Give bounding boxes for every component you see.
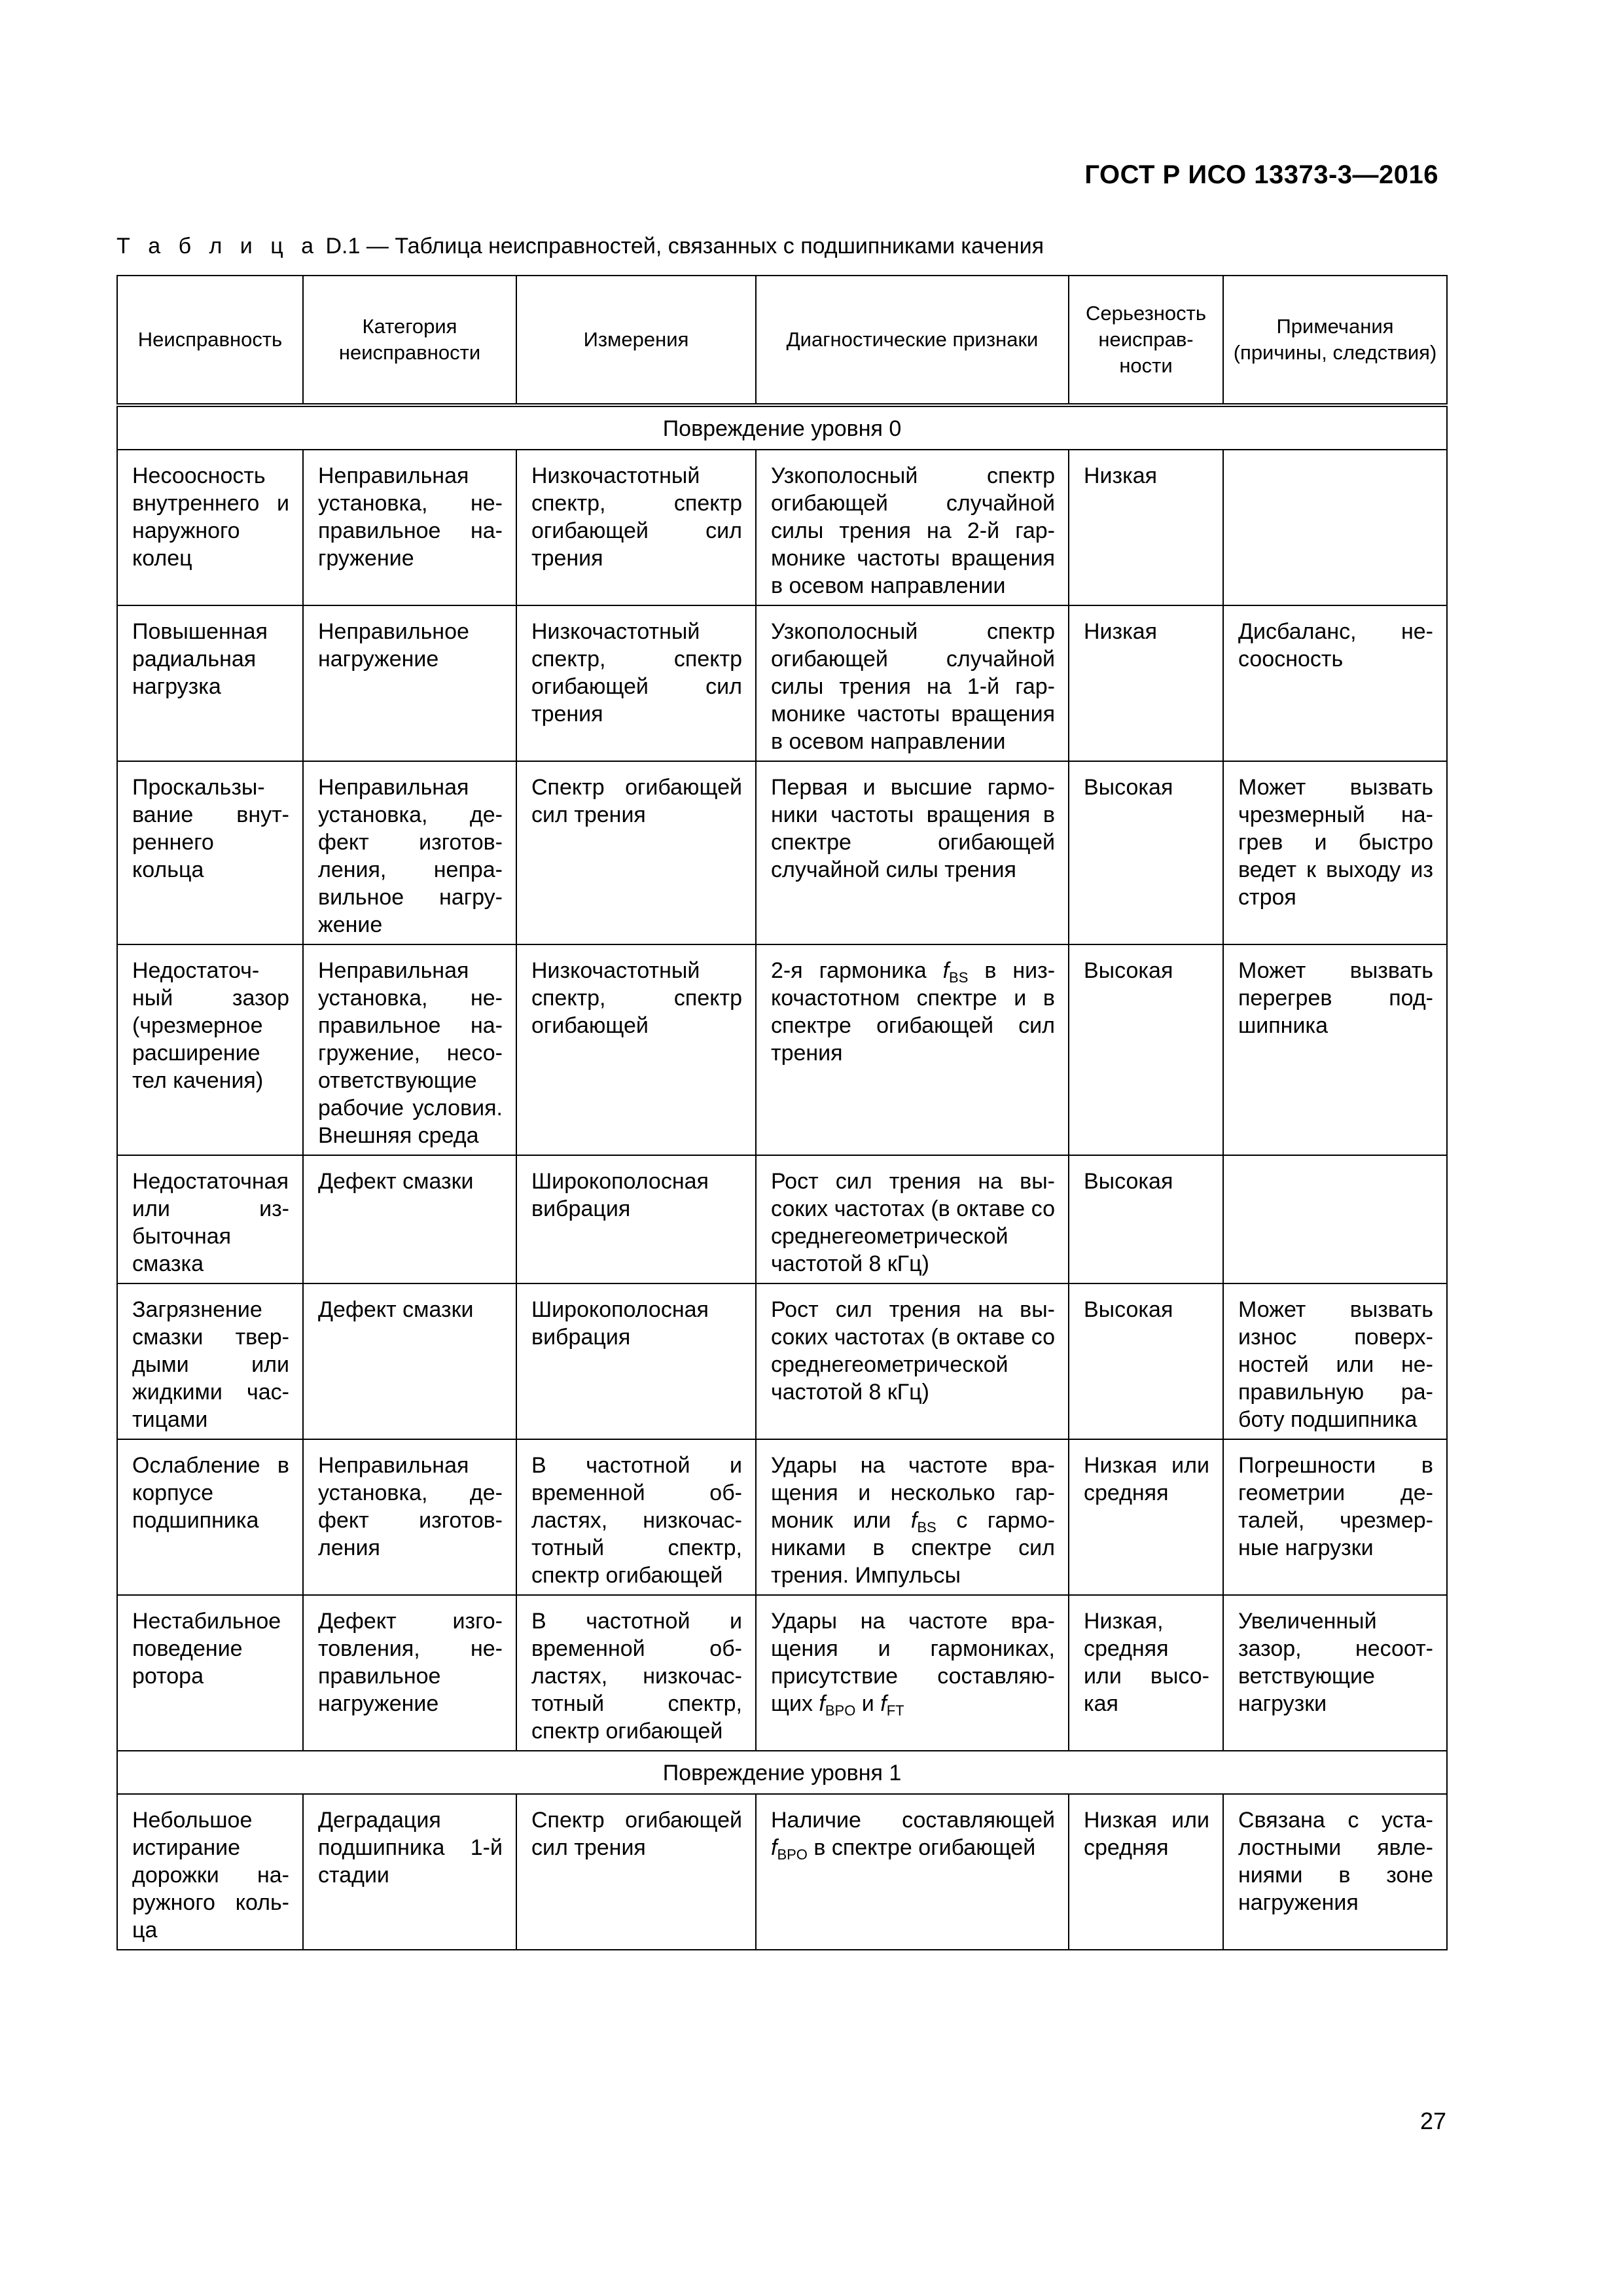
severity-cell: Высокая [1069, 944, 1223, 1155]
table-body [117, 405, 1447, 1950]
table-caption-label: Т а б л и ц а [116, 234, 320, 259]
severity-cell: Низкая [1069, 450, 1223, 605]
measurement-cell: Спектр огибающей сил трения [516, 761, 756, 944]
fault-cell: Недостаточная или избыточная смазка [117, 1155, 303, 1283]
category-cell: Дефект смазки [303, 1155, 516, 1283]
fault-cell: Небольшое истирание дорожки наружного кольца [117, 1794, 303, 1950]
table-row [117, 944, 1447, 1155]
severity-cell: Низкая, средняя или высокая [1069, 1595, 1223, 1751]
signs-cell: Узкополосный спектр огибающей случайной силы трения на 2-й гармонике частоты вращения в осевом направлении [756, 450, 1069, 605]
fault-cell: Несоосность внутреннего и наружного колец [117, 450, 303, 605]
severity-cell: Высокая [1069, 761, 1223, 944]
notes-cell: Может вызвать перегрев подшипника [1223, 944, 1447, 1155]
measurement-cell: В частотной и временной областях, низкочастотный спектр, спектр огибающей [516, 1439, 756, 1595]
fault-cell: Нестабильное поведение ротора [117, 1595, 303, 1751]
measurement-cell: Низкочастотный спектр, спектр огибающей [516, 944, 756, 1155]
measurement-cell: Низкочастотный спектр, спектр огибающей сил трения [516, 450, 756, 605]
table-row [117, 450, 1447, 605]
table-caption-number: D.1 [325, 234, 361, 259]
frequency-subscript: FT [886, 1702, 904, 1719]
notes-cell: Погрешности в геометрии деталей, чрезмерные нагрузки [1223, 1439, 1447, 1595]
signs-cell [756, 1595, 1069, 1751]
section-row [117, 1751, 1447, 1794]
signs-text: с гармониками в спектре сил трения. Импульсы [771, 1508, 1055, 1588]
signs-text: в низкочастотном спектре и в спектре огибающей сил трения [771, 958, 1056, 1066]
frequency-symbol: f [910, 1508, 918, 1533]
column-header-category: Категория неисправности [303, 276, 516, 405]
table-caption-text: — Таблица неисправностей, связанных с подшипниками качения [366, 234, 1044, 259]
measurement-cell: Широкополосная вибрация [516, 1155, 756, 1283]
document-code: ГОСТ Р ИСО 13373-3—2016 [1084, 160, 1438, 189]
signs-cell [756, 1794, 1069, 1950]
table-header-row [117, 276, 1447, 405]
signs-cell: Рост сил трения на высоких частотах (в октаве со среднегеометрической частотой 8 кГц) [756, 1283, 1069, 1439]
frequency-symbol: f [819, 1691, 825, 1716]
signs-text: и [855, 1691, 881, 1716]
notes-cell: Связана с усталостными явлениями в зоне нагружения [1223, 1794, 1447, 1950]
category-cell: Деградация подшипника 1-й стадии [303, 1794, 516, 1950]
signs-text: Удары на частоте вращения и несколько гармоник или [771, 1453, 1055, 1533]
category-cell: Неправильная установка, дефект изготовления [303, 1439, 516, 1595]
notes-cell: Дисбаланс, несоосность [1223, 605, 1447, 761]
column-header-severity: Серьезность неисправности [1069, 276, 1223, 405]
measurement-cell: Низкочастотный спектр, спектр огибающей сил трения [516, 605, 756, 761]
signs-cell [756, 944, 1069, 1155]
column-header-measurement: Измерения [516, 276, 756, 405]
signs-cell: Узкополосный спектр огибающей случайной силы трения на 1-й гармонике частоты вращения в осевом направлении [756, 605, 1069, 761]
page-number: 27 [1419, 2108, 1446, 2134]
measurement-cell: В частотной и временной областях, низкочастотный спектр, спектр огибающей [516, 1595, 756, 1751]
category-cell: Неправильная установка, неправильное нагружение, несоответствующие рабочие условия. Внешняя среда [303, 944, 516, 1155]
section-title: Повреждение уровня 1 [117, 1751, 1447, 1794]
notes-cell: Может вызвать износ поверхностей или неправильную работу подшипника [1223, 1283, 1447, 1439]
table-row [117, 1595, 1447, 1751]
category-cell: Неправильное нагружение [303, 605, 516, 761]
frequency-subscript: BPO [777, 1846, 808, 1863]
signs-cell: Первая и высшие гармоники частоты вращения в спектре огибающей случайной силы трения [756, 761, 1069, 944]
notes-cell [1223, 1155, 1447, 1283]
measurement-cell: Широкополосная вибрация [516, 1283, 756, 1439]
signs-text: Удары на частоте вращения и гармониках, присутствие составляющих [771, 1609, 1055, 1716]
frequency-symbol: f [880, 1691, 887, 1716]
measurement-cell: Спектр огибающей сил трения [516, 1794, 756, 1950]
fault-cell: Повышенная радиальная нагрузка [117, 605, 303, 761]
section-title: Повреждение уровня 0 [117, 405, 1447, 450]
signs-text: Наличие составляющей [771, 1808, 1055, 1833]
frequency-subscript: BS [949, 969, 969, 986]
table-row [117, 1283, 1447, 1439]
table-row [117, 1794, 1447, 1950]
notes-cell: Может вызвать чрезмерный нагрев и быстро ведет к выходу из строя [1223, 761, 1447, 944]
signs-cell [756, 1439, 1069, 1595]
fault-cell: Загрязнение смазки твердыми или жидкими частицами [117, 1283, 303, 1439]
table-row [117, 605, 1447, 761]
fault-cell: Недостаточный зазор (чрезмерное расширение тел качения) [117, 944, 303, 1155]
table-caption [116, 234, 1044, 259]
faults-table [116, 275, 1448, 1950]
fault-cell: Ослабление в корпусе подшипника [117, 1439, 303, 1595]
frequency-symbol: f [771, 1835, 777, 1860]
signs-text: 2-я гармоника [771, 958, 943, 983]
category-cell: Неправильная установка, неправильное нагружение [303, 450, 516, 605]
fault-cell: Проскальзывание внутреннего кольца [117, 761, 303, 944]
frequency-symbol: f [942, 958, 950, 983]
column-header-fault: Неисправность [117, 276, 303, 405]
table-row [117, 1439, 1447, 1595]
frequency-subscript: BS [917, 1519, 936, 1535]
severity-cell: Низкая [1069, 605, 1223, 761]
signs-text: в спектре огибающей [807, 1835, 1036, 1860]
category-cell: Неправильная установка, дефект изготовления, неправильное нагружение [303, 761, 516, 944]
category-cell: Дефект изготовления, неправильное нагружение [303, 1595, 516, 1751]
severity-cell: Низкая или средняя [1069, 1794, 1223, 1950]
notes-cell [1223, 450, 1447, 605]
column-header-notes: Примечания (причины, следствия) [1223, 276, 1447, 405]
notes-cell: Увеличенный зазор, несоответствующие нагрузки [1223, 1595, 1447, 1751]
table-row [117, 761, 1447, 944]
signs-cell: Рост сил трения на высоких частотах (в октаве со среднегеометрической частотой 8 кГц) [756, 1155, 1069, 1283]
section-row [117, 405, 1447, 450]
severity-cell: Низкая или средняя [1069, 1439, 1223, 1595]
category-cell: Дефект смазки [303, 1283, 516, 1439]
table-row [117, 1155, 1447, 1283]
severity-cell: Высокая [1069, 1155, 1223, 1283]
severity-cell: Высокая [1069, 1283, 1223, 1439]
column-header-signs: Диагностические признаки [756, 276, 1069, 405]
frequency-subscript: BPO [825, 1702, 856, 1719]
